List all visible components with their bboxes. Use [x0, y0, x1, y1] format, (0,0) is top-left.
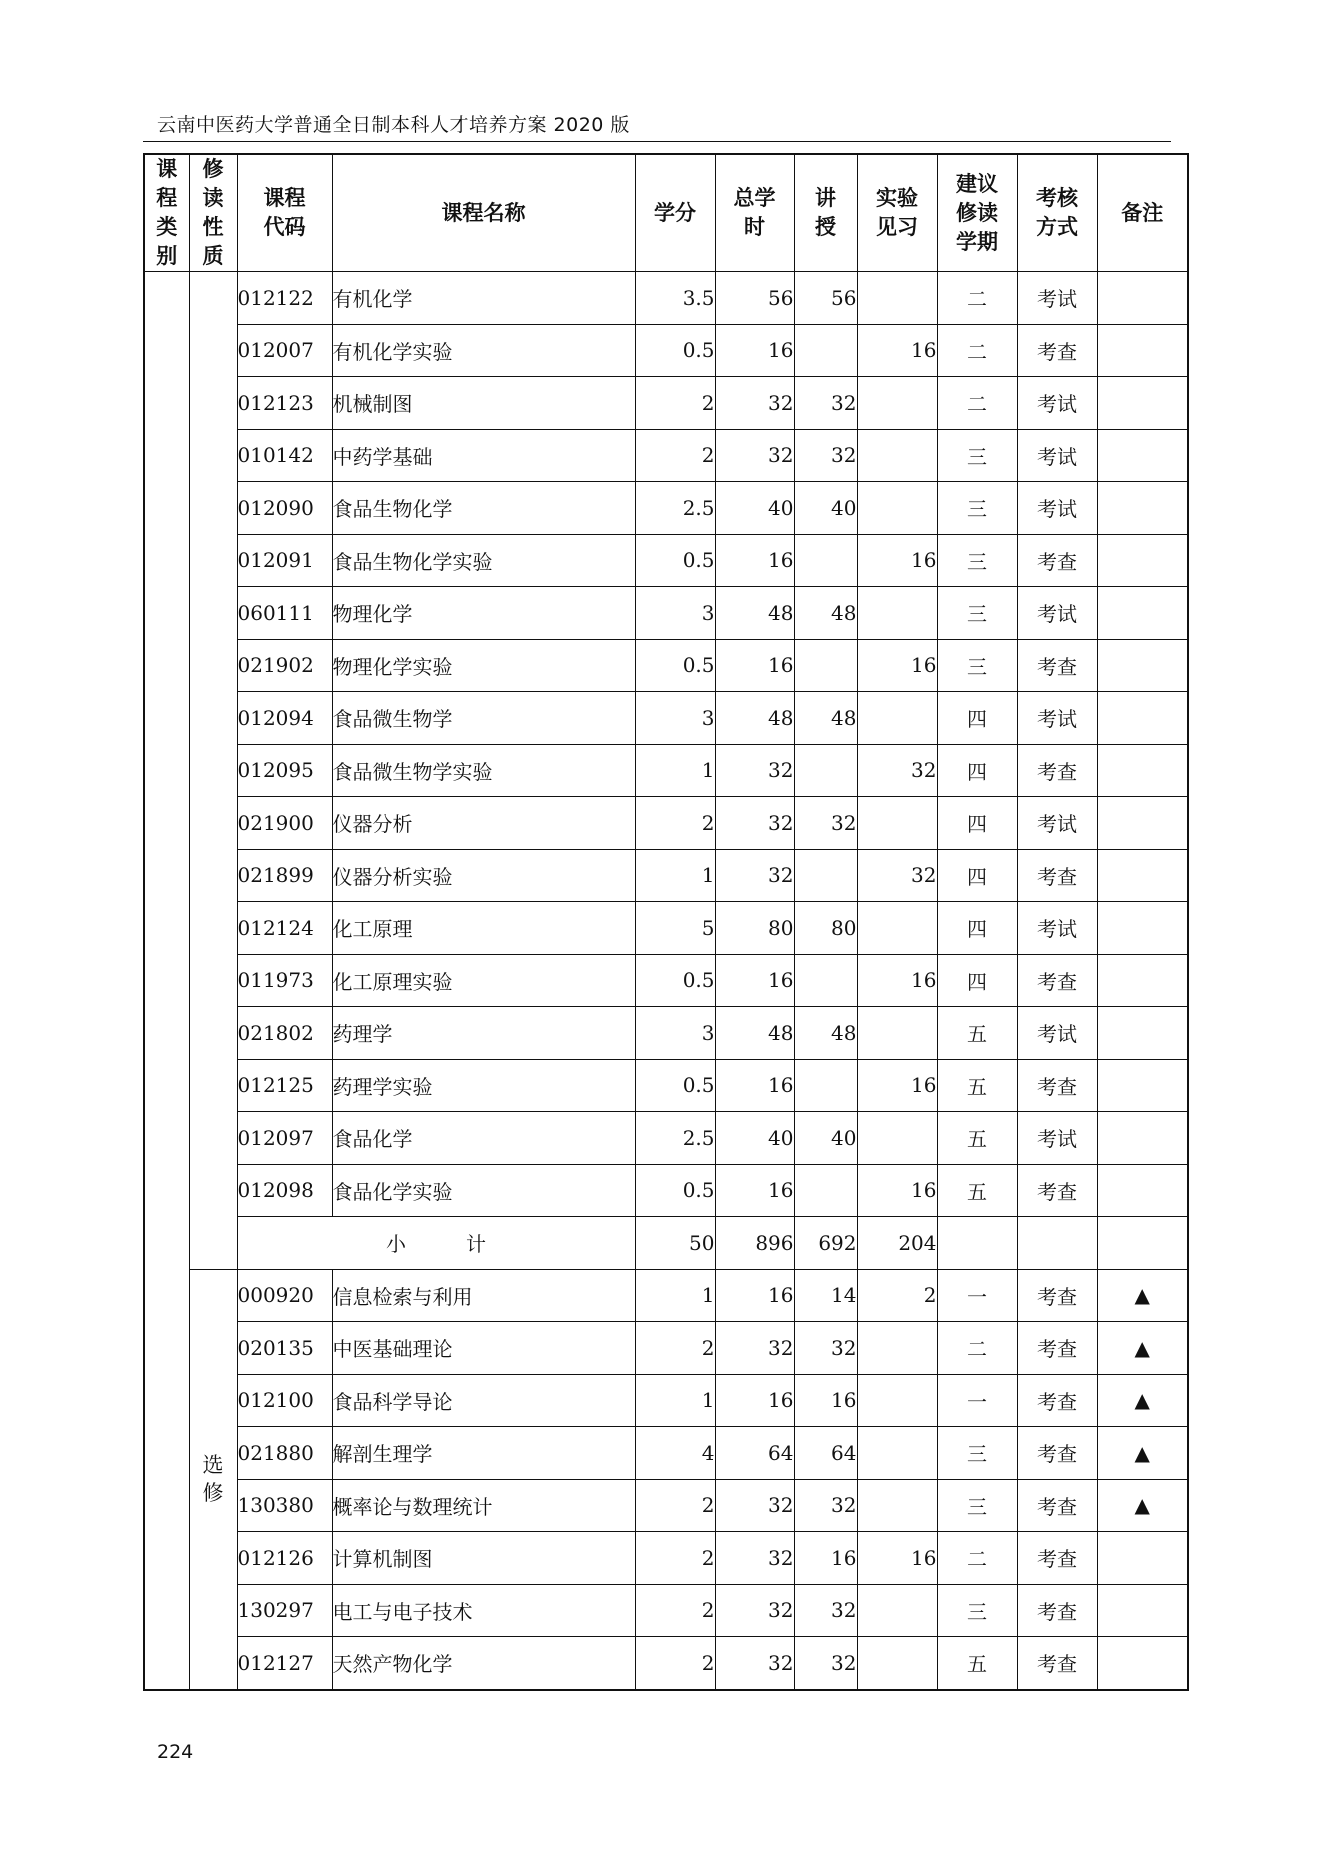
- exam-type: 考查: [1017, 1584, 1097, 1637]
- note-marker: [1097, 797, 1188, 850]
- credits: 1: [635, 744, 715, 797]
- total-hours: 32: [715, 1532, 794, 1585]
- lab-hours: [857, 1007, 937, 1060]
- credits: 1: [635, 1374, 715, 1427]
- table-row: [144, 954, 1188, 1007]
- subtotal-credits: 50: [635, 1217, 715, 1270]
- lecture-hours: 48: [794, 1007, 857, 1060]
- required-nature-cell: [189, 272, 237, 1270]
- lab-hours: [857, 482, 937, 535]
- total-hours: 16: [715, 639, 794, 692]
- course-name: 有机化学实验: [332, 324, 635, 377]
- lab-hours: [857, 1427, 937, 1480]
- note-marker: [1097, 692, 1188, 745]
- credits: 4: [635, 1427, 715, 1480]
- credits: 2: [635, 429, 715, 482]
- table-row: [144, 692, 1188, 745]
- course-name: 有机化学: [332, 272, 635, 325]
- exam-type: 考查: [1017, 744, 1097, 797]
- exam-type: 考试: [1017, 797, 1097, 850]
- note-marker: ▲: [1097, 1322, 1188, 1375]
- lab-hours: [857, 1584, 937, 1637]
- credits: 2: [635, 1479, 715, 1532]
- course-name: 天然产物化学: [332, 1637, 635, 1690]
- lecture-hours: 32: [794, 1479, 857, 1532]
- note-marker: [1097, 377, 1188, 430]
- credits: 2.5: [635, 482, 715, 535]
- course-code: 012100: [237, 1374, 332, 1427]
- lecture-hours: 32: [794, 797, 857, 850]
- total-hours: 16: [715, 1374, 794, 1427]
- elective-nature-cell: [189, 1269, 237, 1690]
- course-name: 食品科学导论: [332, 1374, 635, 1427]
- credits: 2: [635, 1637, 715, 1690]
- course-name: 食品化学: [332, 1112, 635, 1165]
- exam-type: 考查: [1017, 534, 1097, 587]
- lab-hours: [857, 692, 937, 745]
- credits: 2.5: [635, 1112, 715, 1165]
- subtotal-total-hours: 896: [715, 1217, 794, 1270]
- credits: 0.5: [635, 954, 715, 1007]
- lab-hours: 16: [857, 534, 937, 587]
- semester: 三: [937, 1427, 1017, 1480]
- course-code: 012094: [237, 692, 332, 745]
- exam-type: 考查: [1017, 1269, 1097, 1322]
- total-hours: 32: [715, 797, 794, 850]
- table-row: [144, 1322, 1188, 1375]
- note-marker: [1097, 902, 1188, 955]
- exam-type: 考试: [1017, 429, 1097, 482]
- course-name: 电工与电子技术: [332, 1584, 635, 1637]
- exam-type: 考试: [1017, 272, 1097, 325]
- semester: 一: [937, 1269, 1017, 1322]
- semester: 四: [937, 692, 1017, 745]
- lecture-hours: 32: [794, 377, 857, 430]
- note-marker: ▲: [1097, 1427, 1188, 1480]
- total-hours: 16: [715, 1059, 794, 1112]
- note-marker: [1097, 744, 1188, 797]
- credits: 2: [635, 377, 715, 430]
- exam-type: 考查: [1017, 324, 1097, 377]
- course-code: 012127: [237, 1637, 332, 1690]
- course-name: 计算机制图: [332, 1532, 635, 1585]
- credits: 0.5: [635, 639, 715, 692]
- course-name: 物理化学实验: [332, 639, 635, 692]
- table-row: [144, 429, 1188, 482]
- col-header-lab: 实验见习: [857, 154, 937, 272]
- exam-type: 考查: [1017, 1164, 1097, 1217]
- exam-type: 考查: [1017, 1637, 1097, 1690]
- semester: 二: [937, 272, 1017, 325]
- semester: 二: [937, 1532, 1017, 1585]
- credits: 3: [635, 692, 715, 745]
- course-code: 012007: [237, 324, 332, 377]
- course-name: 食品生物化学: [332, 482, 635, 535]
- credits: 2: [635, 797, 715, 850]
- semester: 二: [937, 324, 1017, 377]
- col-header-note: 备注: [1097, 154, 1188, 272]
- credits: 5: [635, 902, 715, 955]
- lecture-hours: [794, 1164, 857, 1217]
- course-code: 021880: [237, 1427, 332, 1480]
- lab-hours: 16: [857, 954, 937, 1007]
- credits: 2: [635, 1532, 715, 1585]
- col-header-nature: 修读性质: [189, 154, 237, 272]
- lab-hours: [857, 1322, 937, 1375]
- credits: 1: [635, 849, 715, 902]
- exam-type: 考试: [1017, 1007, 1097, 1060]
- semester: 三: [937, 639, 1017, 692]
- course-name: 化工原理实验: [332, 954, 635, 1007]
- course-code: 012122: [237, 272, 332, 325]
- note-marker: [1097, 1007, 1188, 1060]
- lecture-hours: 40: [794, 482, 857, 535]
- lab-hours: 16: [857, 324, 937, 377]
- subtotal-row: [144, 1217, 1188, 1270]
- table-row: [144, 902, 1188, 955]
- total-hours: 32: [715, 849, 794, 902]
- lab-hours: [857, 429, 937, 482]
- col-header-semester: 建议修读学期: [937, 154, 1017, 272]
- total-hours: 32: [715, 744, 794, 797]
- course-name: 仪器分析实验: [332, 849, 635, 902]
- semester: 五: [937, 1112, 1017, 1165]
- semester: 二: [937, 1322, 1017, 1375]
- semester: 三: [937, 1584, 1017, 1637]
- semester: 四: [937, 744, 1017, 797]
- course-code: 060111: [237, 587, 332, 640]
- course-name: 食品生物化学实验: [332, 534, 635, 587]
- course-table: [143, 153, 1189, 1691]
- course-name: 中药学基础: [332, 429, 635, 482]
- course-name: 中医基础理论: [332, 1322, 635, 1375]
- total-hours: 80: [715, 902, 794, 955]
- course-name: 信息检索与利用: [332, 1269, 635, 1322]
- course-code: 130380: [237, 1479, 332, 1532]
- exam-type: 考查: [1017, 1374, 1097, 1427]
- note-marker: [1097, 324, 1188, 377]
- note-marker: [1097, 639, 1188, 692]
- col-header-category: 课程类别: [144, 154, 189, 272]
- course-code: 012125: [237, 1059, 332, 1112]
- semester: 五: [937, 1637, 1017, 1690]
- table-row: [144, 1164, 1188, 1217]
- semester: 三: [937, 534, 1017, 587]
- subtotal-label: [237, 1217, 635, 1270]
- course-code: 130297: [237, 1584, 332, 1637]
- exam-type: 考查: [1017, 1322, 1097, 1375]
- note-marker: [1097, 272, 1188, 325]
- document-header-title: 云南中医药大学普通全日制本科人才培养方案 2020 版: [157, 114, 630, 136]
- col-header-code: 课程代码: [237, 154, 332, 272]
- total-hours: 32: [715, 1322, 794, 1375]
- note-marker: [1097, 587, 1188, 640]
- table-row: [144, 639, 1188, 692]
- total-hours: 40: [715, 482, 794, 535]
- category-cell: [144, 272, 189, 1690]
- exam-type: 考试: [1017, 377, 1097, 430]
- total-hours: 56: [715, 272, 794, 325]
- page-number: 224: [157, 1741, 194, 1763]
- course-name: 机械制图: [332, 377, 635, 430]
- total-hours: 32: [715, 1584, 794, 1637]
- course-code: 012098: [237, 1164, 332, 1217]
- lab-hours: [857, 1374, 937, 1427]
- lecture-hours: [794, 1059, 857, 1112]
- table-row: [144, 1374, 1188, 1427]
- note-marker: [1097, 849, 1188, 902]
- subtotal-lecture-hours: 692: [794, 1217, 857, 1270]
- exam-type: 考试: [1017, 482, 1097, 535]
- table-row: [144, 534, 1188, 587]
- lab-hours: 2: [857, 1269, 937, 1322]
- subtotal-empty-cell: [937, 1217, 1017, 1270]
- exam-type: 考查: [1017, 1059, 1097, 1112]
- col-header-credits: 学分: [635, 154, 715, 272]
- col-header-total-hours: 总学时: [715, 154, 794, 272]
- col-header-name: 课程名称: [332, 154, 635, 272]
- exam-type: 考试: [1017, 587, 1097, 640]
- exam-type: 考试: [1017, 902, 1097, 955]
- semester: 五: [937, 1007, 1017, 1060]
- exam-type: 考查: [1017, 1532, 1097, 1585]
- table-row: [144, 1269, 1188, 1322]
- exam-type: 考试: [1017, 1112, 1097, 1165]
- note-marker: [1097, 1532, 1188, 1585]
- total-hours: 48: [715, 587, 794, 640]
- semester: 五: [937, 1164, 1017, 1217]
- credits: 3.5: [635, 272, 715, 325]
- note-marker: ▲: [1097, 1479, 1188, 1532]
- semester: 四: [937, 902, 1017, 955]
- table-row: [144, 1584, 1188, 1637]
- semester: 四: [937, 849, 1017, 902]
- col-header-exam: 考核方式: [1017, 154, 1097, 272]
- credits: 0.5: [635, 1164, 715, 1217]
- credits: 0.5: [635, 324, 715, 377]
- total-hours: 16: [715, 324, 794, 377]
- lab-hours: [857, 377, 937, 430]
- col-header-lecture: 讲授: [794, 154, 857, 272]
- table-row: [144, 272, 1188, 325]
- lecture-hours: 80: [794, 902, 857, 955]
- credits: 2: [635, 1322, 715, 1375]
- subtotal-lab-hours: 204: [857, 1217, 937, 1270]
- lab-hours: 32: [857, 744, 937, 797]
- course-code: 021902: [237, 639, 332, 692]
- course-code: 021899: [237, 849, 332, 902]
- lab-hours: 16: [857, 639, 937, 692]
- note-marker: [1097, 1637, 1188, 1690]
- note-marker: [1097, 534, 1188, 587]
- lecture-hours: 32: [794, 429, 857, 482]
- note-marker: [1097, 482, 1188, 535]
- table-row: [144, 1637, 1188, 1690]
- lab-hours: [857, 1637, 937, 1690]
- exam-type: 考查: [1017, 1479, 1097, 1532]
- course-code: 012124: [237, 902, 332, 955]
- note-marker: [1097, 1112, 1188, 1165]
- semester: 三: [937, 429, 1017, 482]
- header-divider: [143, 141, 1171, 142]
- lecture-hours: 14: [794, 1269, 857, 1322]
- table-row: [144, 482, 1188, 535]
- semester: 五: [937, 1059, 1017, 1112]
- course-name: 仪器分析: [332, 797, 635, 850]
- note-marker: [1097, 954, 1188, 1007]
- course-code: 010142: [237, 429, 332, 482]
- table-row: [144, 1112, 1188, 1165]
- exam-type: 考查: [1017, 639, 1097, 692]
- subtotal-empty-cell: [1017, 1217, 1097, 1270]
- table-row: [144, 744, 1188, 797]
- lab-hours: [857, 1479, 937, 1532]
- lecture-hours: 64: [794, 1427, 857, 1480]
- course-code: 021802: [237, 1007, 332, 1060]
- exam-type: 考查: [1017, 849, 1097, 902]
- total-hours: 32: [715, 1637, 794, 1690]
- total-hours: 32: [715, 429, 794, 482]
- exam-type: 考查: [1017, 954, 1097, 1007]
- note-marker: ▲: [1097, 1374, 1188, 1427]
- lab-hours: 16: [857, 1532, 937, 1585]
- credits: 0.5: [635, 534, 715, 587]
- total-hours: 16: [715, 1269, 794, 1322]
- semester: 四: [937, 797, 1017, 850]
- lab-hours: [857, 1112, 937, 1165]
- total-hours: 16: [715, 954, 794, 1007]
- lab-hours: [857, 272, 937, 325]
- course-name: 解剖生理学: [332, 1427, 635, 1480]
- course-code: 012123: [237, 377, 332, 430]
- note-marker: ▲: [1097, 1269, 1188, 1322]
- lab-hours: [857, 797, 937, 850]
- semester: 三: [937, 482, 1017, 535]
- total-hours: 32: [715, 1479, 794, 1532]
- lecture-hours: 56: [794, 272, 857, 325]
- semester: 四: [937, 954, 1017, 1007]
- table-row: [144, 324, 1188, 377]
- lecture-hours: 40: [794, 1112, 857, 1165]
- lecture-hours: [794, 534, 857, 587]
- credits: 1: [635, 1269, 715, 1322]
- credits: 2: [635, 1584, 715, 1637]
- course-code: 012097: [237, 1112, 332, 1165]
- course-name: 食品化学实验: [332, 1164, 635, 1217]
- table-row: [144, 1059, 1188, 1112]
- subtotal-empty-cell: [1097, 1217, 1188, 1270]
- course-code: 021900: [237, 797, 332, 850]
- lab-hours: 16: [857, 1059, 937, 1112]
- course-name: 概率论与数理统计: [332, 1479, 635, 1532]
- note-marker: [1097, 1584, 1188, 1637]
- table-row: [144, 797, 1188, 850]
- credits: 3: [635, 1007, 715, 1060]
- total-hours: 16: [715, 1164, 794, 1217]
- lecture-hours: 32: [794, 1584, 857, 1637]
- lab-hours: 16: [857, 1164, 937, 1217]
- course-code: 012126: [237, 1532, 332, 1585]
- elective-label: 选修: [202, 1453, 224, 1505]
- table-row: [144, 1479, 1188, 1532]
- table-row: [144, 1532, 1188, 1585]
- semester: 三: [937, 587, 1017, 640]
- lecture-hours: [794, 954, 857, 1007]
- semester: 二: [937, 377, 1017, 430]
- lab-hours: [857, 587, 937, 640]
- table-row: [144, 377, 1188, 430]
- table-row: [144, 849, 1188, 902]
- subtotal-label-left: 小: [386, 1232, 406, 1257]
- course-name: 食品微生物学: [332, 692, 635, 745]
- total-hours: 16: [715, 534, 794, 587]
- lecture-hours: [794, 324, 857, 377]
- total-hours: 48: [715, 1007, 794, 1060]
- table-header-row: [144, 154, 1188, 272]
- course-name: 药理学实验: [332, 1059, 635, 1112]
- course-name: 药理学: [332, 1007, 635, 1060]
- lecture-hours: 16: [794, 1374, 857, 1427]
- lecture-hours: 48: [794, 587, 857, 640]
- note-marker: [1097, 1059, 1188, 1112]
- total-hours: 32: [715, 377, 794, 430]
- lecture-hours: [794, 849, 857, 902]
- exam-type: 考查: [1017, 1427, 1097, 1480]
- subtotal-label-right: 计: [466, 1232, 486, 1257]
- total-hours: 64: [715, 1427, 794, 1480]
- credits: 0.5: [635, 1059, 715, 1112]
- course-code: 012091: [237, 534, 332, 587]
- course-code: 012090: [237, 482, 332, 535]
- semester: 三: [937, 1479, 1017, 1532]
- lecture-hours: 16: [794, 1532, 857, 1585]
- total-hours: 48: [715, 692, 794, 745]
- lecture-hours: 48: [794, 692, 857, 745]
- table-row: [144, 1427, 1188, 1480]
- table-row: [144, 587, 1188, 640]
- lab-hours: 32: [857, 849, 937, 902]
- credits: 3: [635, 587, 715, 640]
- lab-hours: [857, 902, 937, 955]
- course-code: 011973: [237, 954, 332, 1007]
- exam-type: 考试: [1017, 692, 1097, 745]
- lecture-hours: [794, 639, 857, 692]
- lecture-hours: 32: [794, 1322, 857, 1375]
- course-name: 物理化学: [332, 587, 635, 640]
- total-hours: 40: [715, 1112, 794, 1165]
- course-name: 食品微生物学实验: [332, 744, 635, 797]
- table-row: [144, 1007, 1188, 1060]
- note-marker: [1097, 429, 1188, 482]
- note-marker: [1097, 1164, 1188, 1217]
- lecture-hours: [794, 744, 857, 797]
- course-code: 000920: [237, 1269, 332, 1322]
- course-code: 020135: [237, 1322, 332, 1375]
- lecture-hours: 32: [794, 1637, 857, 1690]
- course-name: 化工原理: [332, 902, 635, 955]
- course-code: 012095: [237, 744, 332, 797]
- semester: 一: [937, 1374, 1017, 1427]
